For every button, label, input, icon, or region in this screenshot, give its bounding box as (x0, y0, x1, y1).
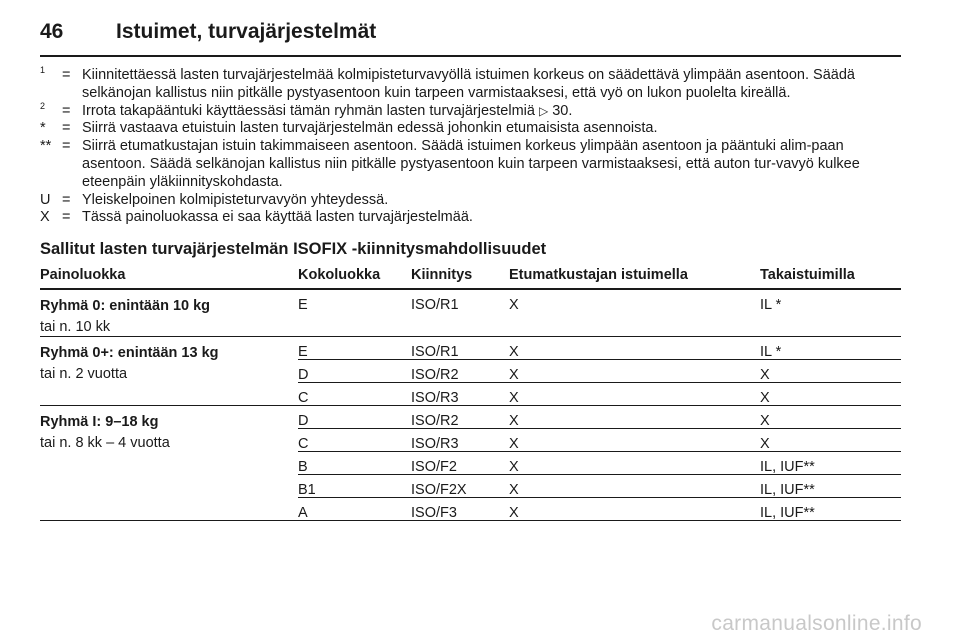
page-title: Istuimet, turvajärjestelmät (116, 20, 377, 43)
footnote (40, 100, 901, 121)
fixture-cell: ISO/R3 (411, 383, 509, 406)
fixture-cell: ISO/F3 (411, 498, 509, 521)
footnote (40, 192, 901, 210)
footnote-text: Tässä painoluokassa ei saa käyttää lasten turvajärjestelmää. (82, 209, 473, 226)
fixture-cell: ISO/R1 (411, 337, 509, 360)
col-header-kokoluokka: Kokoluokka (298, 266, 411, 289)
footnote-text: Irrota takapääntuki käyttäessäsi tämän ryhmän lasten turvajärjestelmiä ▷ 30. (82, 102, 573, 119)
front-seat-cell: X (509, 498, 760, 521)
footnote-separator: = (62, 120, 71, 137)
section-title: Sallitut lasten turvajärjestelmän ISOFIX -kiinnitysmahdollisuudet (40, 240, 547, 259)
page-reference: 30. (548, 102, 573, 119)
footnote-key: * (40, 120, 46, 137)
footnote (40, 120, 901, 138)
rear-seat-cell: IL, IUF** (760, 498, 901, 521)
footnotes (40, 67, 901, 227)
front-seat-cell: X (509, 452, 760, 475)
col-header-takaistuimilla: Takaistuimilla (760, 266, 901, 289)
table-row (40, 406, 901, 429)
fixture-cell: ISO/R2 (411, 406, 509, 429)
fixture-cell: ISO/R1 (411, 297, 459, 314)
size-class-cell: E (298, 297, 308, 314)
front-seat-cell: X (509, 297, 519, 314)
rear-seat-cell: X (760, 360, 901, 383)
footnote-key: U (40, 191, 51, 208)
table-body (40, 289, 901, 521)
col-header-painoluokka: Painoluokka (40, 266, 298, 289)
footnote-text: Siirrä etumatkustajan istuin takimmaiseen asentoon. Säädä istuimen korkeus ylimpään asentoon ja pääntuki alim-paan asentoon. Säädä selkänojan kallistus niin pitkälle pystyasentoon kuin tarpeen varmistaaksesi, että auton tur-vavyö kulkee eteenpäin yläkiinnityskohdasta. (82, 138, 860, 190)
manual-page (40, 0, 901, 521)
table-row (40, 289, 901, 337)
rear-seat-cell: IL, IUF** (760, 475, 901, 498)
rear-seat-cell: X (760, 406, 901, 429)
watermark: carmanualsonline.info (711, 612, 922, 635)
footnote-separator: = (62, 209, 71, 226)
size-class-cell: B (298, 452, 411, 475)
footnote-key: X (40, 209, 50, 226)
size-class-cell: A (298, 498, 411, 521)
fixture-cell: ISO/F2 (411, 452, 509, 475)
weight-class-cell (40, 406, 298, 521)
size-class-cell: D (298, 360, 411, 383)
footnote-text: Yleiskelpoinen kolmipisteturvavyön yhteydessä. (82, 191, 389, 208)
footnote-separator: = (62, 138, 71, 155)
weight-class-age: tai n. 10 kk (40, 319, 111, 336)
weight-class-cell (40, 337, 298, 406)
front-seat-cell: X (509, 429, 760, 452)
page-header (40, 0, 901, 57)
footnote-text: Siirrä vastaava etuistuin lasten turvajärjestelmän edessä johonkin etumaisista asennoista. (82, 120, 658, 137)
footnote-separator: = (62, 191, 71, 208)
col-header-etumatkustaja: Etumatkustajan istuimella (509, 266, 760, 289)
weight-class-name: Ryhmä 0+: enintään 13 kg (40, 345, 219, 362)
front-seat-cell: X (509, 337, 760, 360)
fixture-cell: ISO/F2X (411, 475, 509, 498)
footnote (40, 67, 901, 103)
table-header-row (40, 266, 901, 289)
rear-seat-cell: IL, IUF** (760, 452, 901, 475)
size-class-cell: C (298, 383, 411, 406)
footnote-text: Kiinnitettäessä lasten turvajärjestelmää kolmipisteturvavyöllä istuimen korkeus on säädettävä ylimpään asentoon. Säädä selkänojan kallistus niin pitkälle pystyasentoon kuin tarpeen varmistaaksesi, että vyö on lukon puolelta kireällä. (82, 67, 855, 101)
fixture-cell: ISO/R3 (411, 429, 509, 452)
size-class-cell: D (298, 406, 411, 429)
weight-class-cell (40, 289, 298, 337)
size-class-cell: E (298, 337, 411, 360)
col-header-kiinnitys: Kiinnitys (411, 266, 509, 289)
front-seat-cell: X (509, 475, 760, 498)
footnote-separator: = (62, 102, 71, 119)
footnote-key: 2 (40, 100, 46, 111)
footnote (40, 138, 901, 191)
weight-class-age: tai n. 2 vuotta (40, 366, 128, 383)
weight-class-age: tai n. 8 kk – 4 vuotta (40, 435, 170, 452)
weight-class-name: Ryhmä I: 9–18 kg (40, 414, 159, 431)
footnote-key: ** (40, 138, 52, 155)
weight-class-name: Ryhmä 0: enintään 10 kg (40, 298, 211, 315)
footnote (40, 209, 901, 227)
front-seat-cell: X (509, 406, 760, 429)
table-row (40, 337, 901, 360)
rear-seat-cell: IL * (760, 337, 901, 360)
rear-seat-cell: X (760, 429, 901, 452)
footnote-separator: = (62, 67, 71, 83)
isofix-table (40, 266, 901, 521)
rear-seat-cell: IL * (760, 297, 782, 314)
page-reference-icon: ▷ (538, 103, 549, 118)
front-seat-cell: X (509, 383, 760, 406)
fixture-cell: ISO/R2 (411, 360, 509, 383)
rear-seat-cell: X (760, 383, 901, 406)
size-class-cell: B1 (298, 475, 411, 498)
footnote-key: 1 (40, 65, 46, 75)
front-seat-cell: X (509, 360, 760, 383)
page-number: 46 (40, 20, 64, 43)
size-class-cell: C (298, 429, 411, 452)
